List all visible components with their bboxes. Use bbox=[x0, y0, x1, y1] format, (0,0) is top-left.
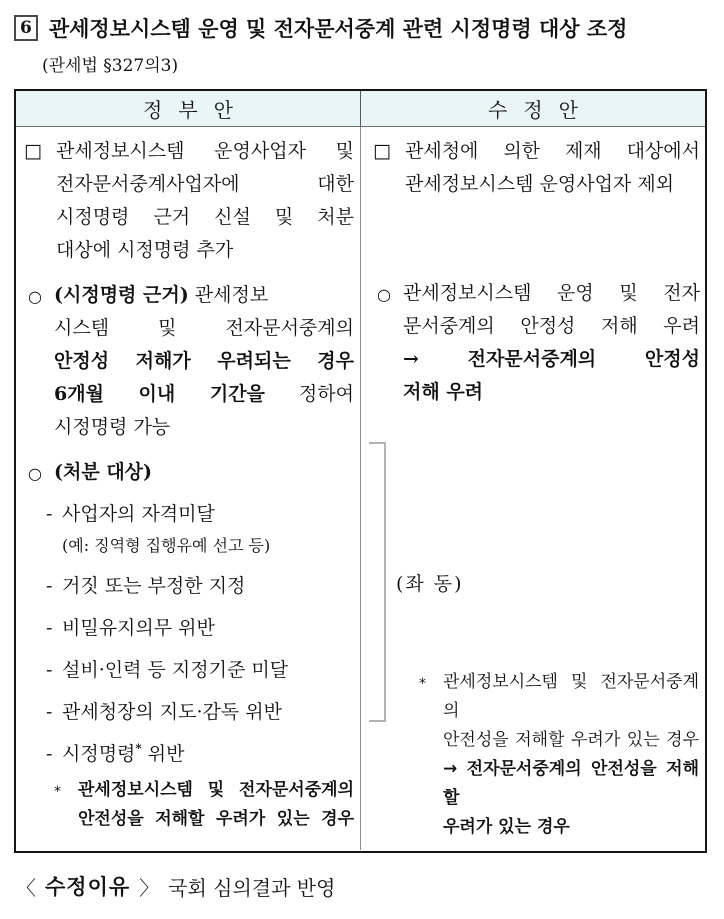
table-header-row bbox=[16, 91, 705, 127]
content-block bbox=[28, 279, 354, 444]
text-line bbox=[62, 612, 354, 645]
content-block bbox=[373, 135, 700, 201]
list-marker: * bbox=[419, 676, 426, 692]
same-as-left-text: (좌 동) bbox=[396, 573, 464, 595]
content-block bbox=[46, 696, 354, 729]
text-segment: 정하여 bbox=[264, 383, 354, 405]
list-marker: - bbox=[46, 743, 53, 765]
text-segment: 전자문서중계사업자에 대한 bbox=[56, 173, 354, 195]
text-line bbox=[443, 813, 699, 842]
text-line bbox=[403, 277, 700, 310]
close-angle-bracket: 〉 bbox=[139, 875, 160, 900]
text-segment: 관세청에 의한 제재 대상에서 bbox=[405, 140, 700, 162]
text-segment: 우려가 있는 경우 bbox=[443, 817, 570, 837]
text-segment: 관세정보시스템 운영사업자 및 bbox=[56, 140, 354, 162]
text-line bbox=[403, 310, 700, 343]
open-angle-bracket: 〈 bbox=[16, 875, 36, 900]
text-segment: → 전자문서중계의 안전성을 저해할 bbox=[443, 759, 699, 808]
content-block bbox=[46, 654, 354, 687]
text-line bbox=[405, 168, 700, 201]
text-line bbox=[62, 531, 354, 561]
text-segment: → 전자문서중계의 안정성 bbox=[403, 348, 700, 370]
text-segment: 저해 우려 bbox=[403, 381, 484, 403]
text-line bbox=[78, 776, 354, 805]
text-segment: 비밀유지의무 위반 bbox=[62, 617, 215, 639]
text-line bbox=[54, 411, 354, 444]
amendment-reason-text: 국회 심의결과 반영 bbox=[168, 875, 336, 900]
text-segment: 6개월 이내 기간을 bbox=[54, 383, 265, 405]
footnote-asterisk: * bbox=[135, 741, 142, 756]
list-marker: - bbox=[46, 575, 53, 597]
content-block bbox=[54, 776, 354, 834]
content-block bbox=[24, 135, 354, 267]
list-marker: - bbox=[46, 659, 53, 681]
list-marker: ○ bbox=[377, 285, 391, 304]
text-line bbox=[62, 696, 354, 729]
text-segment: 안정성 저해가 우려되는 경우 bbox=[54, 350, 354, 372]
header-cell-amended-proposal: 수정안 bbox=[488, 98, 594, 122]
list-marker: * bbox=[54, 784, 61, 800]
page-title bbox=[14, 13, 627, 43]
list-marker: □ bbox=[24, 140, 42, 162]
text-segment: 시정명령 가능 bbox=[54, 416, 171, 438]
text-line bbox=[62, 570, 354, 603]
text-segment: 시스템 및 전자문서중계의 bbox=[54, 317, 354, 339]
text-segment: 설비·인력 등 지정기준 미달 bbox=[62, 659, 289, 681]
text-segment: 관세정보시스템 및 전자문서중계의 bbox=[443, 672, 699, 721]
content-block bbox=[46, 612, 354, 645]
text-line bbox=[56, 201, 354, 234]
list-marker: - bbox=[46, 617, 53, 639]
text-segment: 거짓 또는 부정한 지정 bbox=[62, 575, 246, 597]
text-segment: 사업자의 자격미달 bbox=[62, 503, 215, 525]
amendment-reason-label: 수정이유 bbox=[45, 875, 131, 899]
text-line bbox=[54, 345, 354, 378]
content-block bbox=[46, 498, 354, 561]
text-segment: (처분 대상) bbox=[54, 461, 153, 483]
text-line bbox=[56, 168, 354, 201]
text-segment: (예: 징역형 집행유예 선고 등) bbox=[62, 536, 271, 555]
table-body bbox=[16, 127, 705, 850]
grouping-bracket bbox=[369, 442, 386, 722]
text-line bbox=[62, 654, 354, 687]
section-number-box: 6 bbox=[14, 15, 38, 41]
text-segment: (시정명령 근거) bbox=[54, 284, 189, 306]
list-marker: - bbox=[46, 701, 53, 723]
text-line bbox=[56, 234, 354, 267]
text-segment: 시정명령 근거 신설 및 처분 bbox=[56, 206, 354, 228]
header-cell-government-proposal: 정부안 bbox=[16, 91, 361, 126]
text-segment: 대상에 시정명령 추가 bbox=[56, 239, 234, 261]
content-block bbox=[46, 570, 354, 603]
text-segment: 관세정보시스템 및 전자문서중계의 bbox=[78, 780, 354, 800]
text-segment: 안전성을 저해할 우려가 있는 경우 bbox=[443, 730, 699, 750]
law-reference: (관세법 §327의3) bbox=[42, 56, 179, 76]
text-segment: 시정명령 bbox=[62, 743, 136, 765]
text-segment: 관세청장의 지도·감독 위반 bbox=[62, 701, 283, 723]
text-line bbox=[443, 726, 699, 755]
comparison-table bbox=[14, 89, 707, 853]
list-marker: □ bbox=[373, 140, 391, 162]
content-block bbox=[419, 668, 699, 842]
page-title-text: 관세정보시스템 운영 및 전자문서중계 관련 시정명령 대상 조정 bbox=[48, 16, 628, 41]
text-line bbox=[54, 279, 354, 312]
text-line bbox=[62, 738, 354, 771]
amendment-reason-row bbox=[16, 871, 335, 901]
text-segment: 안전성을 저해할 우려가 있는 경우 bbox=[78, 809, 354, 829]
text-line bbox=[62, 498, 354, 531]
text-segment: 관세정보시스템 운영사업자 제외 bbox=[405, 173, 675, 195]
content-block bbox=[46, 738, 354, 771]
content-block bbox=[377, 277, 700, 409]
text-line bbox=[56, 135, 354, 168]
text-line bbox=[78, 805, 354, 834]
text-segment: 관세정보시스템 운영 및 전자 bbox=[403, 282, 700, 304]
list-marker: ○ bbox=[28, 287, 42, 306]
text-line bbox=[443, 755, 699, 813]
text-segment: 관세정보 bbox=[188, 284, 269, 306]
text-line bbox=[405, 135, 700, 168]
text-segment: 위반 bbox=[141, 743, 185, 765]
text-line bbox=[54, 378, 354, 411]
text-line bbox=[54, 312, 354, 345]
text-line bbox=[443, 668, 699, 726]
text-segment: 문서중계의 안정성 저해 우려 bbox=[403, 315, 700, 337]
text-line bbox=[403, 343, 700, 376]
column-amended-proposal bbox=[361, 127, 705, 850]
column-government-proposal bbox=[16, 127, 361, 850]
text-line bbox=[403, 376, 700, 409]
content-block bbox=[28, 456, 354, 489]
text-line bbox=[54, 456, 354, 489]
list-marker: ○ bbox=[28, 464, 42, 483]
list-marker: - bbox=[46, 503, 53, 525]
